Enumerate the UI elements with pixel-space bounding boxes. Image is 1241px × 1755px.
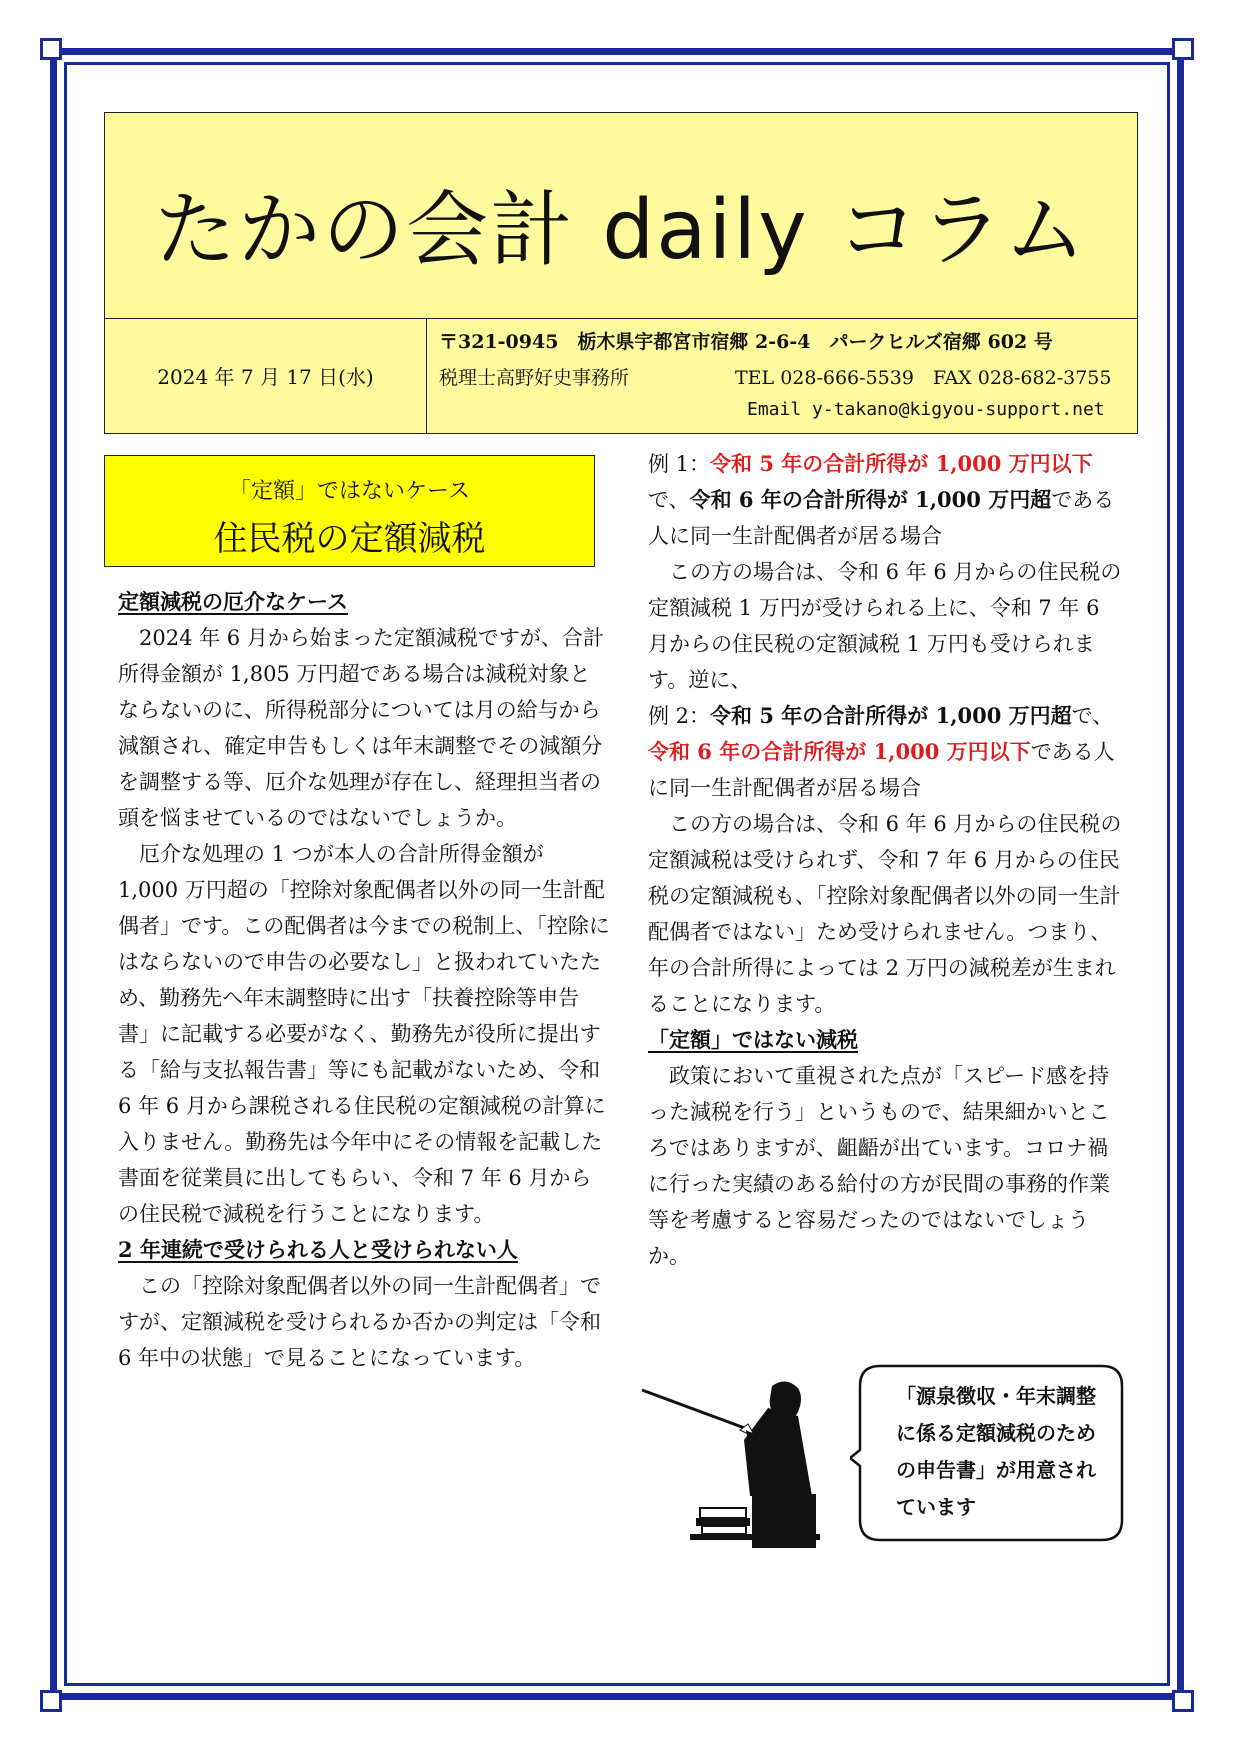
example-2-label: 例 2： bbox=[648, 704, 711, 728]
example-1-bold-text: 令和 6 年の合計所得が 1,000 万円超 bbox=[689, 487, 1052, 512]
example-1-red-text: 令和 5 年の合計所得が 1,000 万円以下 bbox=[710, 451, 1093, 476]
office-name: 税理士高野好史事務所 bbox=[439, 367, 630, 389]
issue-date: 2024 年 7 月 17 日(水) bbox=[157, 365, 374, 389]
title-row bbox=[105, 113, 1137, 319]
office-email[interactable]: Email y-takano@kigyou-support.net bbox=[747, 399, 1105, 420]
phone-fax: TEL 028-666-5539 FAX 028-682-3755 bbox=[735, 367, 1112, 389]
headline-subtitle: 「定額」ではないケース bbox=[229, 479, 470, 504]
section-heading-2: 2 年連続で受けられる人と受けられない人 bbox=[118, 1237, 518, 1262]
article-left-column bbox=[118, 584, 610, 1376]
example-1-label: 例 1： bbox=[648, 452, 711, 476]
example-1 bbox=[648, 446, 1126, 554]
office-line bbox=[439, 363, 1112, 390]
corner-ornament-top-right bbox=[1172, 38, 1194, 60]
example-2-tail: である人に同一生計配偶者が居る場合 bbox=[648, 740, 1115, 800]
office-address: 〒321-0945 栃木県宇都宮市宿郷 2-6-4 パークヒルズ宿郷 602 号 bbox=[439, 331, 1053, 353]
date-cell bbox=[105, 319, 427, 433]
contact-cell bbox=[427, 319, 1137, 433]
corner-ornament-bottom-right bbox=[1172, 1690, 1194, 1712]
example-1-explanation: この方の場合は、令和 6 年 6 月からの住民税の定額減税 1 万円が受けられる上に、令和 7 年 6 月からの住民税の定額減税 1 万円も受けられます。逆に、 bbox=[648, 560, 1122, 692]
example-1-tail: である人に同一生計配偶者が居る場合 bbox=[648, 488, 1115, 548]
paragraph-3: この「控除対象配偶者以外の同一生計配偶者」ですが、定額減税を受けられるか否かの判定は「令和 6 年中の状態」で見ることになっています。 bbox=[118, 1274, 601, 1370]
example-1-mid: で、 bbox=[648, 488, 690, 512]
headline-title: 住民税の定額減税 bbox=[213, 519, 486, 559]
article-headline-box bbox=[104, 455, 595, 567]
example-2-bold-text: 令和 5 年の合計所得が 1,000 万円超 bbox=[710, 703, 1072, 728]
example-2 bbox=[648, 698, 1126, 806]
corner-ornament-top-left bbox=[40, 38, 62, 60]
corner-ornament-bottom-left bbox=[40, 1690, 62, 1712]
paragraph-4: 政策において重視された点が「スピード感を持った減税を行う」というもので、結果細かいところではありますが、齟齬が出ています。コロナ禍に行った実績のある給付の方が民間の事務的作業等を考慮すると容易だったのではないでしょうか。 bbox=[648, 1064, 1110, 1268]
newsletter-header bbox=[104, 112, 1138, 434]
newsletter-title: たかの会計 daily コラム bbox=[154, 183, 1088, 278]
speech-bubble-text: 「源泉徴収・年末調整に係る定額減税のための申告書」が用意されています bbox=[896, 1384, 1096, 1519]
example-2-mid: で、 bbox=[1071, 704, 1114, 728]
section-heading-1: 定額減税の厄介なケース bbox=[118, 589, 348, 614]
section-heading-3: 「定額」ではない減税 bbox=[648, 1027, 858, 1052]
example-2-explanation: この方の場合は、令和 6 年 6 月からの住民税の定額減税は受けられず、令和 7 年 6 月からの住民税の定額減税も、「控除対象配偶者以外の同一生計配偶者ではない」ため受けられません。つまり、年の合計所得によっては 2 万円の減税差が生まれることになります。 bbox=[648, 812, 1122, 1016]
lecturer-illustration bbox=[640, 1358, 840, 1558]
paragraph-2: 厄介な処理の 1 つが本人の合計所得金額が 1,000 万円超の「控除対象配偶者以外の同一生計配偶者」です。この配偶者は今までの税制上、「控除にはならないので申告の必要なし」と扱われていたため、勤務先へ年末調整時に出す「扶養控除等申告書」に記載する必要がなく、勤務先が役所に提出する「給与支払報告書」等にも記載がないため、令和 6 年 6 月から課税される住民税の定額減税の計算に入りません。勤務先は今年中にその情報を記載した書面を従業員に出してもらい、令和 7 年 6 月からの住民税で減税を行うことになります。 bbox=[118, 842, 610, 1226]
paragraph-1: 2024 年 6 月から始まった定額減税ですが、合計所得金額が 1,805 万円超である場合は減税対象とならないのに、所得税部分については月の給与から減額され、確定申告もしくは年末調整でその減額分を調整する等、厄介な処理が存在し、経理担当者の頭を悩ませているのではないでしょうか。 bbox=[118, 626, 604, 830]
article-right-column bbox=[648, 446, 1126, 1274]
example-2-red-text: 令和 6 年の合計所得が 1,000 万円以下 bbox=[648, 739, 1031, 764]
